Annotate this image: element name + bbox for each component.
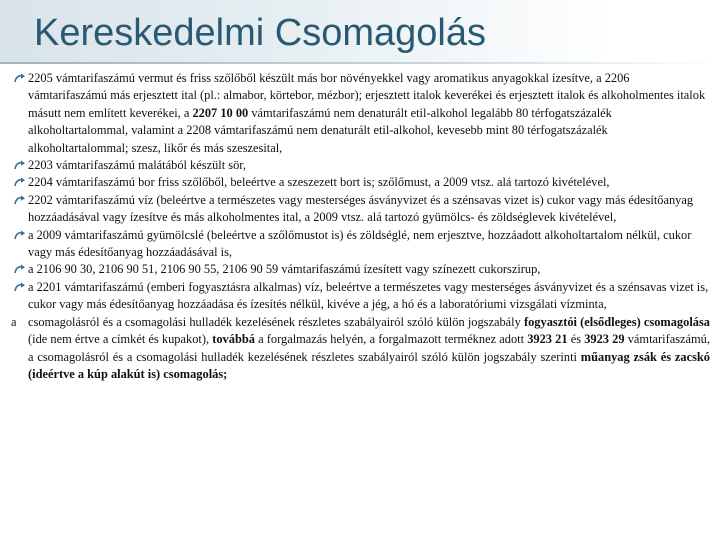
text-run: 2206 — [604, 71, 630, 85]
text-run: 2205 — [28, 71, 53, 85]
text-run: vámtarifaszámú víz (beleértve a természetes vagy mesterséges ásványvizet és a szénsavas vizet is) cukor vagy más édesítőanyag hozzáadásával vagy ízesítve és más alkoholmentes ital, a 2009 vtsz. alá tartozó gyümölcs- és zöldséglevek kivételével, — [28, 192, 694, 225]
text-run: 2202 — [28, 192, 53, 207]
text-run: vámtarifaszámú nem denaturált etil-alkohol legalább 80 térfogatszázalék alkoholtartalommal, valamint a — [28, 105, 612, 138]
list-item — [8, 192, 710, 227]
text-run: 2201 — [36, 279, 62, 294]
closing-text — [28, 315, 710, 381]
text-run: csomagolásról és a csomagolási hulladék kezelésének részletes szabályairól szóló külön jogszabály — [28, 314, 524, 329]
text-run: 2204 — [28, 175, 53, 190]
closing-lead: a — [11, 314, 17, 329]
text-run: a — [28, 227, 37, 242]
bold-text: műanyag zsák és zacskó (ideértve a kúp alakút is) csomagolás; — [28, 349, 711, 381]
bold-text: fogyasztói (elsődleges) csomagolása — [523, 314, 710, 329]
text-run: 2208 — [186, 123, 212, 138]
text-run: a — [28, 279, 37, 294]
bold-text: 3923 21 — [527, 332, 568, 347]
slide-title: Kereskedelmi Csomagolás — [34, 12, 486, 54]
text-run: vámtarifaszámú vermut és friss szőlőből készült más bor növényekkel vagy aromatikus anyagokkal ízesítve, a — [52, 71, 605, 85]
list-item — [8, 227, 710, 262]
text-run: és — [567, 332, 585, 347]
bold-text: 2207 10 00 — [192, 105, 249, 120]
text-run: vámtarifaszámú más erjesztett ital (pl.: almabor, körtebor, mézbor); erjesztett italok keverékei és erjesztett italok és alkoholmentes italok másutt nem említett keverékei, a — [28, 88, 706, 120]
text-run: a forgalmazás helyén, a forgalmazott terméknez adott — [254, 332, 528, 347]
curved-arrow-bullet-icon — [14, 159, 26, 171]
text-run: a — [28, 262, 37, 277]
list-item — [8, 279, 710, 314]
bold-text: 3923 29 — [584, 332, 625, 347]
curved-arrow-bullet-icon — [14, 176, 26, 188]
text-run: vámtarifaszámú bor friss szőlőből, beleértve a szeszezett bort is; szőlőmust, a 2009 vtsz. alá tartozó kivételével, — [52, 175, 610, 190]
list-item — [8, 174, 710, 191]
text-run: vámtarifaszámú ízesített vagy színezett cukorszirup, — [278, 262, 541, 277]
text-run: vámtarifaszámú, a csomagolásról és a csomagolási hulladék kezelésének részletes szabályairól szóló külön jogszabály szerinti — [28, 332, 710, 364]
text-run: vámtarifaszámú gyümölcslé (beleértve a szőlőmustot is) és zöldséglé, nem erjesztve, hozzáadott alkoholtartalom nélkül, cukor vagy más édesítőanyag hozzáadásával is, — [28, 227, 692, 260]
text-run: vámtarifaszámú malátából készült sör, — [52, 158, 246, 173]
list-item — [8, 261, 710, 278]
slide-body — [8, 70, 710, 383]
bold-text: továbbá — [212, 332, 255, 347]
curved-arrow-bullet-icon — [14, 72, 26, 84]
curved-arrow-bullet-icon — [14, 229, 26, 241]
list-item — [8, 157, 710, 174]
closing-paragraph — [8, 314, 710, 384]
text-run: (ide nem értve a címkét és kupakot), — [28, 332, 213, 347]
title-divider — [0, 62, 720, 64]
text-run: vámtarifaszámú (emberi fogyasztásra alkalmas) víz, beleértve a természetes vagy mesterséges ásványvizet és a szénsavas vizet is, cukor vagy más édesítőanyag hozzáadása és ízesítés nélkül, kivéve a jég, a hó és a laboratóriumi vizsgálati vízminta, — [28, 279, 709, 312]
curved-arrow-bullet-icon — [14, 281, 26, 293]
text-run: vámtarifaszámú nem denaturált etil-alkohol, kevesebb mint 80 térfogatszázalék alkoholtartalommal; szesz, likőr és más szeszesital, — [28, 123, 608, 155]
text-run: 2009 — [36, 227, 62, 242]
curved-arrow-bullet-icon — [14, 263, 26, 275]
bullet-list — [8, 70, 710, 314]
text-run: 2106 90 30, 2106 90 51, 2106 90 55, 2106 90 59 — [36, 262, 279, 277]
list-item — [8, 70, 710, 157]
curved-arrow-bullet-icon — [14, 194, 26, 206]
text-run: 2203 — [28, 158, 53, 173]
